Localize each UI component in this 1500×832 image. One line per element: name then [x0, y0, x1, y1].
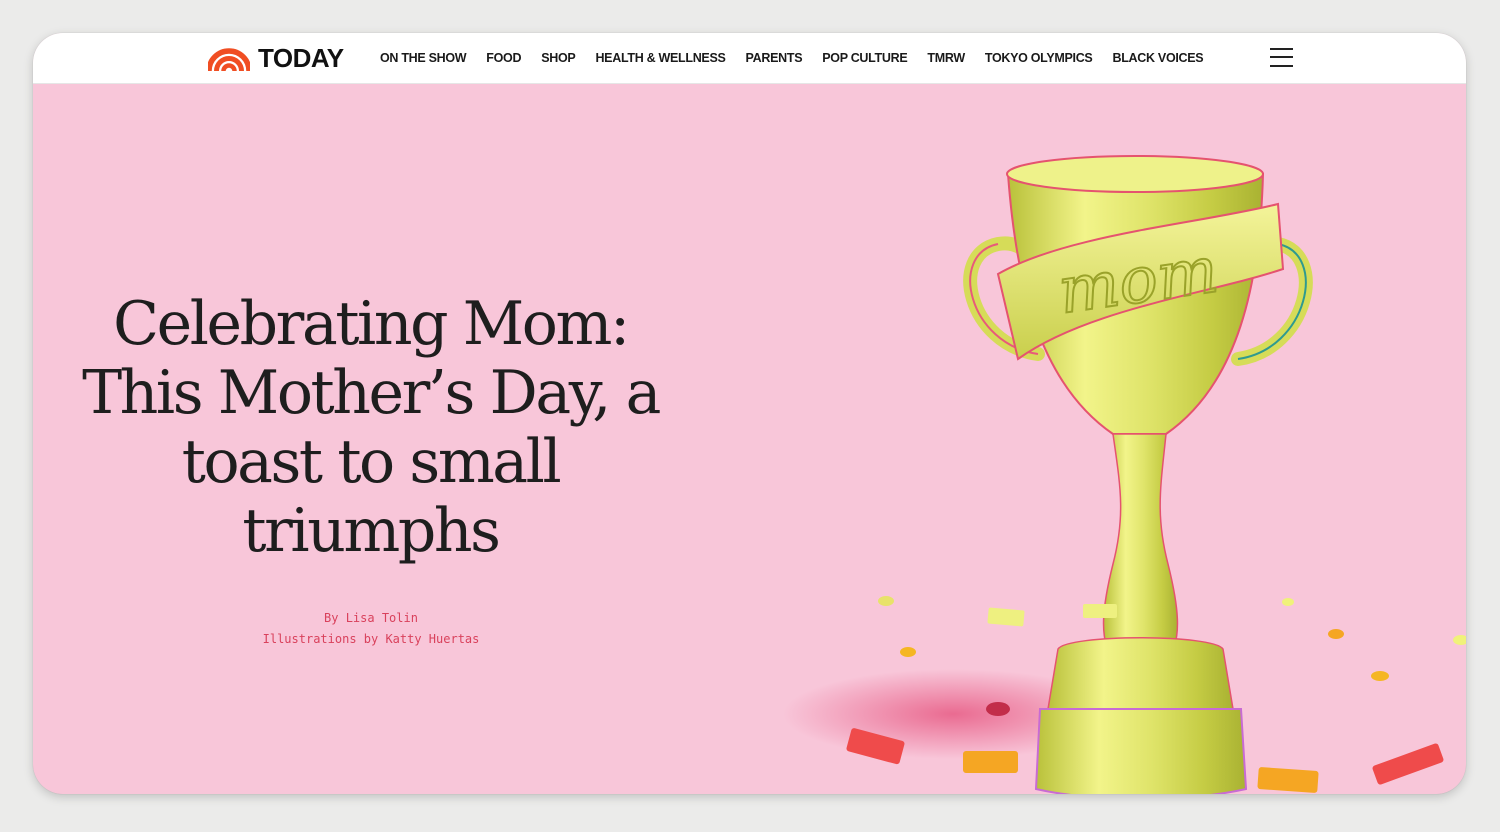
today-rainbow-icon [208, 45, 250, 71]
headline-line: This Mother’s Day, a [82, 358, 659, 428]
author-credit: By Lisa Tolin [324, 611, 418, 625]
illustrator-credit: Illustrations by Katty Huertas [262, 632, 480, 646]
trophy-base [1036, 709, 1246, 794]
headline-line: toast to small [181, 427, 560, 497]
today-logo[interactable] [208, 44, 344, 72]
nav-black-voices[interactable]: BLACK VOICES [1112, 51, 1204, 65]
nav-pop-culture[interactable]: POP CULTURE [822, 51, 908, 65]
browser-window [33, 33, 1466, 794]
hero-section [33, 84, 1466, 794]
headline-line: triumphs [242, 496, 499, 566]
ribbon-text: mom [1053, 233, 1223, 329]
nav-food[interactable]: FOOD [486, 51, 522, 65]
nav-shop[interactable]: SHOP [541, 51, 576, 65]
headline-line: Celebrating Mom: [113, 289, 628, 359]
trophy-base-top [1048, 638, 1233, 709]
trophy-illustration [768, 134, 1466, 794]
nav-health-wellness[interactable]: HEALTH & WELLNESS [595, 51, 726, 65]
site-header [33, 33, 1466, 84]
article-byline [171, 608, 571, 650]
logo-text: TODAY [258, 43, 344, 73]
main-nav [380, 33, 1203, 83]
nav-on-the-show[interactable]: ON THE SHOW [380, 51, 467, 65]
hamburger-menu-icon[interactable] [1270, 47, 1294, 69]
nav-parents[interactable]: PARENTS [745, 51, 803, 65]
nav-tmrw[interactable]: TMRW [927, 51, 965, 65]
article-headline [73, 290, 668, 566]
nav-tokyo-olympics[interactable]: TOKYO OLYMPICS [984, 51, 1093, 65]
trophy-stem [1104, 434, 1178, 659]
